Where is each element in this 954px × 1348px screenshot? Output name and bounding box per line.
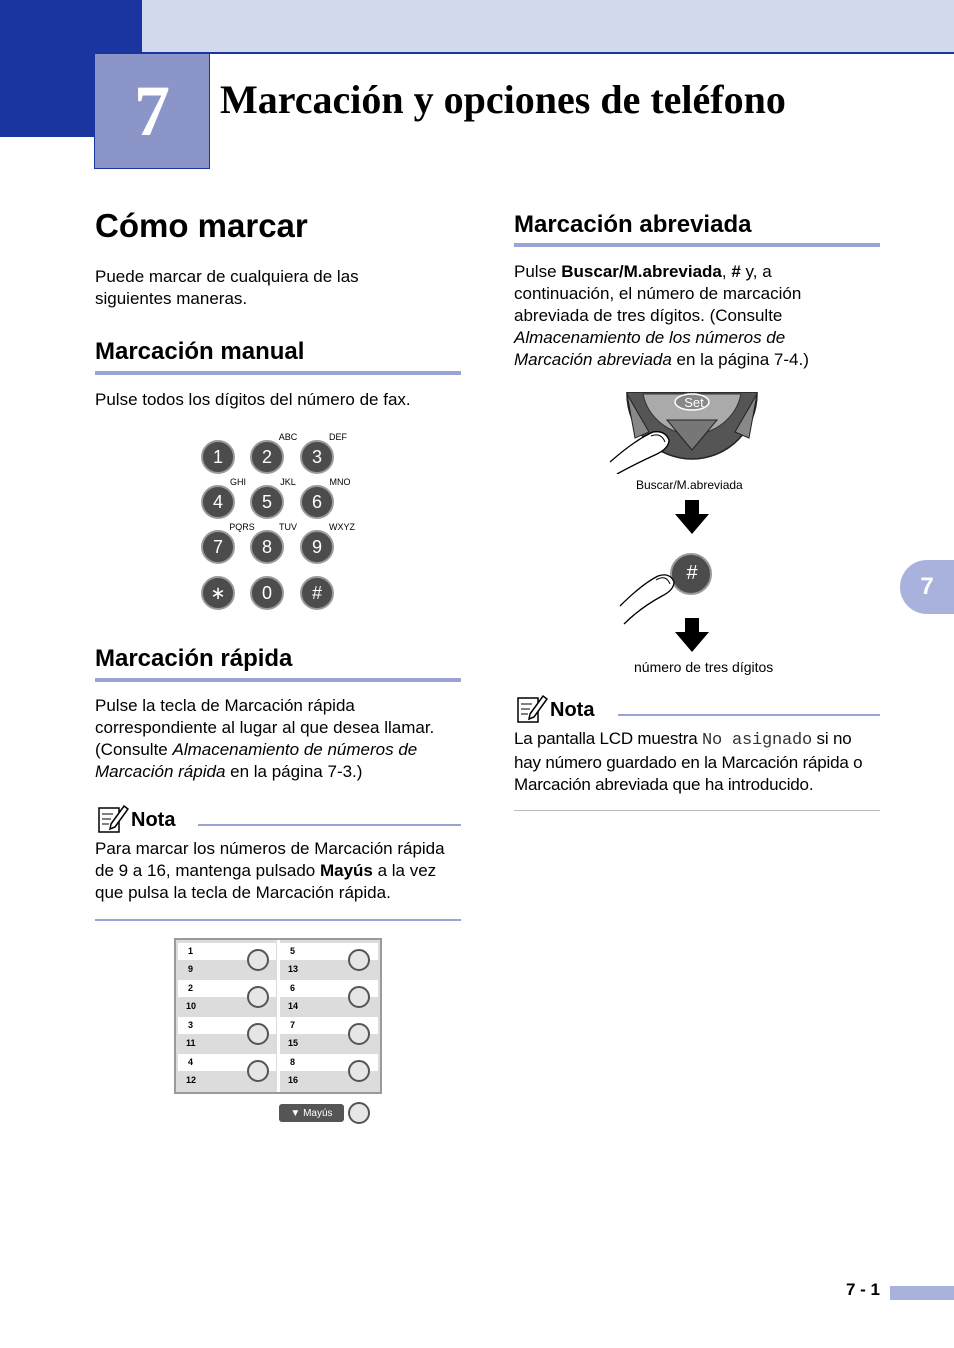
speed-dial-button bbox=[348, 949, 370, 971]
rapida-rule bbox=[95, 678, 461, 682]
note-end-rule bbox=[514, 810, 880, 811]
rapida-title: Marcación rápida bbox=[95, 645, 293, 672]
lcd-message: No asignado bbox=[701, 731, 813, 750]
section-title: Cómo marcar bbox=[95, 207, 308, 244]
hash-key-label: # bbox=[686, 562, 698, 584]
panel-right-label: 7 bbox=[280, 1017, 378, 1034]
rapida-text-italic: Almacenamiento de números de Marcación rápida bbox=[95, 740, 418, 781]
manual-text: Pulse todos los dígitos del número de fax. bbox=[95, 390, 411, 409]
key-letters-8: TUV bbox=[279, 522, 297, 532]
note-pencil-icon bbox=[97, 802, 129, 834]
chapter-title: Marcación y opciones de teléfono bbox=[220, 77, 786, 122]
key-star: ∗ bbox=[201, 576, 235, 610]
key-2: 2 bbox=[250, 440, 284, 474]
manual-rule bbox=[95, 371, 461, 375]
speed-dial-button bbox=[348, 1023, 370, 1045]
speed-dial-button bbox=[247, 1023, 269, 1045]
key-letters-2: ABC bbox=[278, 432, 298, 442]
note-text-1: La pantalla LCD muestra bbox=[514, 729, 702, 748]
chapter-side-tab: 7 bbox=[900, 560, 954, 614]
chapter-number: 7 bbox=[94, 53, 210, 169]
note-text bbox=[95, 838, 463, 904]
buscar-label: Buscar/M.abreviada bbox=[636, 478, 743, 492]
digits-label: número de tres dígitos bbox=[634, 659, 774, 675]
page-number-bar bbox=[890, 1286, 954, 1300]
note-text-1: Para marcar los números de Marcación rápida de 9 a 16, mantenga pulsado bbox=[95, 839, 445, 880]
hash-key-illustration bbox=[618, 548, 718, 626]
key-4: 4 bbox=[201, 485, 235, 519]
section-intro: Puede marcar de cualquiera de las siguientes maneras. bbox=[95, 267, 359, 308]
abreviada-text-1: Pulse bbox=[514, 262, 562, 281]
panel-right-label: 8 bbox=[280, 1054, 378, 1071]
key-letters-9: WXYZ bbox=[329, 522, 355, 532]
panel-right-label: 15 bbox=[288, 1038, 299, 1048]
abreviada-text-3: y, a continuación, el número de marcación abreviada de tres dígitos. (Consulte bbox=[514, 262, 802, 325]
key-1: 1 bbox=[201, 440, 235, 474]
panel-left-label: 3 bbox=[178, 1017, 276, 1034]
note-pencil-icon bbox=[516, 692, 548, 724]
abreviada-text bbox=[514, 261, 864, 371]
speed-dial-button bbox=[247, 949, 269, 971]
note-text bbox=[514, 728, 882, 796]
speed-dial-button bbox=[348, 986, 370, 1008]
speed-dial-button bbox=[247, 986, 269, 1008]
key-3: 3 bbox=[300, 440, 334, 474]
panel-left-label: 11 bbox=[186, 1038, 196, 1048]
panel-left-label: 12 bbox=[186, 1075, 197, 1085]
shift-button bbox=[348, 1102, 370, 1124]
rapida-text-1: Pulse la tecla de Marcación rápida correspondiente al lugar al que desea llamar. (Consulte bbox=[95, 696, 435, 759]
key-letters-5: JKL bbox=[280, 477, 296, 487]
note-rule bbox=[198, 824, 461, 826]
note-rule bbox=[618, 714, 880, 716]
key-letters-4: GHI bbox=[229, 477, 246, 487]
abreviada-bold-button: Buscar/M.abreviada bbox=[561, 262, 722, 281]
abreviada-bold-hash: # bbox=[731, 262, 741, 281]
key-hash: # bbox=[300, 576, 334, 610]
rapida-text-2: en la página 7-3.) bbox=[225, 762, 363, 781]
abreviada-text-4: en la página 7-4.) bbox=[671, 350, 809, 369]
key-0: 0 bbox=[250, 576, 284, 610]
abreviada-text-2: , bbox=[721, 262, 732, 281]
panel-left-label: 4 bbox=[178, 1054, 276, 1071]
abreviada-text-italic: Almacenamiento de los números de Marcación abreviada bbox=[514, 328, 786, 369]
panel-right-label: 6 bbox=[280, 980, 378, 997]
speed-dial-button bbox=[348, 1060, 370, 1082]
key-letters-7: PQRS bbox=[229, 522, 255, 532]
key-7: 7 bbox=[201, 530, 235, 564]
note-end-rule bbox=[95, 919, 461, 921]
note-heading: Nota bbox=[131, 809, 176, 831]
panel-left-label: 1 bbox=[178, 943, 276, 960]
panel-left-label: 2 bbox=[178, 980, 276, 997]
header-rule bbox=[142, 52, 954, 54]
note-text-2: si no hay número guardado en la Marcación rápida o Marcación abreviada que ha introducido. bbox=[514, 729, 863, 794]
manual-title: Marcación manual bbox=[95, 338, 305, 365]
down-arrow-icon bbox=[675, 618, 709, 652]
note-heading: Nota bbox=[550, 699, 595, 721]
key-letters-6: MNO bbox=[329, 477, 351, 487]
key-8: 8 bbox=[250, 530, 284, 564]
key-6: 6 bbox=[300, 485, 334, 519]
panel-right-label: 16 bbox=[288, 1075, 299, 1085]
abreviada-title: Marcación abreviada bbox=[514, 211, 752, 238]
speed-dial-button bbox=[247, 1060, 269, 1082]
rapida-text bbox=[95, 695, 463, 783]
set-label: Set bbox=[684, 395, 704, 410]
panel-left-label: 9 bbox=[188, 964, 194, 974]
page-number: 7 - 1 bbox=[846, 1280, 881, 1299]
panel-left-label: 10 bbox=[186, 1001, 197, 1011]
panel-right-label: 14 bbox=[288, 1001, 299, 1011]
panel-right-label: 5 bbox=[280, 943, 378, 960]
header-band bbox=[0, 0, 954, 52]
note-text-bold: Mayús bbox=[319, 861, 373, 880]
key-letters-3: DEF bbox=[329, 432, 347, 442]
key-5: 5 bbox=[250, 485, 284, 519]
down-arrow-icon bbox=[675, 500, 709, 534]
note-text-2: a la vez que pulsa la tecla de Marcación rápida. bbox=[95, 861, 437, 902]
key-9: 9 bbox=[300, 530, 334, 564]
shift-label: ▼ Mayús bbox=[279, 1104, 344, 1122]
panel-right-label: 13 bbox=[288, 964, 299, 974]
abreviada-rule bbox=[514, 243, 880, 247]
